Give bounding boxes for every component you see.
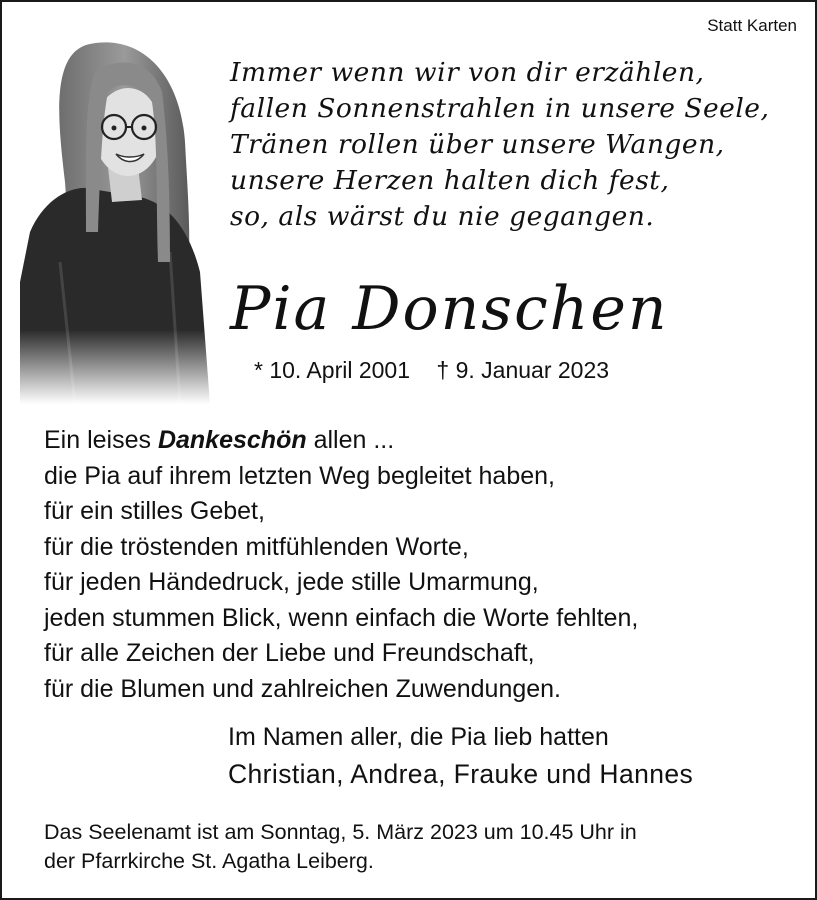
- thanks-line: für die tröstenden mitfühlenden Worte,: [44, 532, 469, 561]
- thanks-intro-bold: Dankeschön: [157, 426, 307, 454]
- life-dates: [254, 357, 629, 384]
- service-line: der Pfarrkirche St. Agatha Leiberg.: [44, 849, 374, 873]
- thanks-text: [44, 423, 638, 707]
- birth-date: * 10. April 2001: [254, 357, 411, 383]
- portrait-photo: [20, 32, 210, 404]
- thanks-line: jeden stummen Blick, wenn einfach die Worte fehlten,: [44, 603, 639, 632]
- service-info: [44, 818, 637, 876]
- poem-line: Tränen rollen über unsere Wangen,: [230, 129, 725, 160]
- family-names: Christian, Andrea, Frauke und Hannes: [228, 759, 694, 789]
- death-date: † 9. Januar 2023: [436, 357, 610, 383]
- poem-line: unsere Herzen halten dich fest,: [230, 165, 670, 196]
- thanks-intro-suffix: allen ...: [306, 426, 395, 454]
- thanks-line: für die Blumen und zahlreichen Zuwendungen.: [44, 674, 562, 703]
- thanks-line: für alle Zeichen der Liebe und Freundschaft,: [44, 639, 535, 667]
- poem-line: Immer wenn wir von dir erzählen,: [230, 57, 705, 88]
- signature-block: [228, 719, 693, 793]
- signature-line: Im Namen aller, die Pia lieb hatten: [228, 723, 609, 751]
- thanks-line: für jeden Händedruck, jede stille Umarmung,: [44, 568, 539, 596]
- poem-line: fallen Sonnenstrahlen in unsere Seele,: [230, 93, 770, 124]
- header-note: Statt Karten: [707, 16, 797, 35]
- poem-line: so, als wärst du nie gegangen.: [230, 201, 655, 232]
- deceased-name: Pia Donschen: [230, 274, 669, 344]
- thanks-intro-prefix: Ein leises: [44, 426, 158, 454]
- service-line: Das Seelenamt ist am Sonntag, 5. März 2023 um 10.45 Uhr in: [44, 820, 637, 844]
- thanks-line: für ein stilles Gebet,: [44, 497, 265, 525]
- memorial-poem: [230, 55, 769, 235]
- thanks-line: die Pia auf ihrem letzten Weg begleitet haben,: [44, 461, 555, 490]
- thanks-intro: [44, 423, 638, 459]
